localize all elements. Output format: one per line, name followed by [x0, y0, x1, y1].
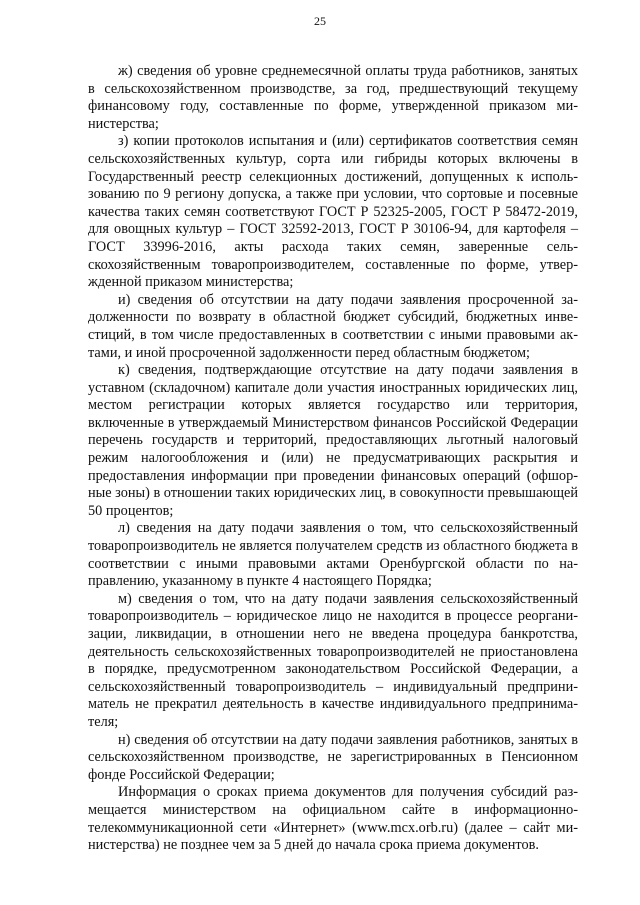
paragraph-k: к) сведения, подтверждающие отсутствие на дату подачи заявления в уставном (складочном) капитале доли участия иностранных юридических лиц, местом регистрации которых является государство или территория, включенные в утверждаемый Министерством финансов Российской Федерации перечень государств и территорий, предоставляющих льготный налоговый режим налогообложения и (или) не предусматривающих раскрытия и предоставления информации при проведении финансовых операций (офшорные зоны) в отношении таких юридических лиц, в совокупности превышающей 50 процентов; — [88, 362, 579, 519]
paragraph-m: м) сведения о том, что на дату подачи заявления сельскохозяйственный товаропроизводитель – юридическое лицо не находится в процессе реорганизации, ликвидации, в отношении него не введена процедура банкротства, деятельность сельскохозяйственных товаропроизводителей не приостановлена в порядке, предусмотренном законодательством Российской Федерации, а сельскохозяйственный товаропроизводитель – индивидуальный предприниматель не прекратил деятельность в качестве индивидуального предпринимателя; — [88, 590, 578, 730]
paragraph-info: Информация о сроках приема документов для получения субсидий размещается министерством на официальном сайте в информационно-телекоммуникационной сети «Интернет» (www.mcx.orb.ru) (далее – сайт министерства) не позднее чем за 5 дней до начала срока приема документов. — [88, 784, 578, 854]
paragraph-zh: ж) сведения об уровне среднемесячной оплаты труда работников, занятых в сельскохозяйственном производстве, за год, предшествующий текущему финансовому году, составленные по форме, утвержденной приказом министерства; — [88, 63, 578, 132]
paragraph-i: и) сведения об отсутствии на дату подачи заявления просроченной задолженности по возврату в областной бюджет субсидий, бюджетных инвестиций, в том числе предоставленных в соответствии с иными правовыми актами, и иной просроченной задолженности перед областным бюджетом; — [88, 291, 578, 361]
page-number: 25 — [314, 14, 326, 28]
paragraph-n: н) сведения об отсутствии на дату подачи заявления работников, занятых в сельскохозяйственном производстве, не зарегистрированных в Пенсионном фонде Российской Федерации; — [88, 731, 578, 783]
paragraph-l: л) сведения на дату подачи заявления о том, что сельскохозяйственный товаропроизводитель не является получателем средств из областного бюджета в соответствии с иными правовыми актами Оренбургской области по направлению, указанному в пункте 4 настоящего Порядка; — [88, 520, 578, 590]
paragraph-z: з) копии протоколов испытания и (или) сертификатов соответствия семян сельскохозяйственных культур, сорта или гибриды которых включены в Государственный реестр селекционных достижений, допущенных к использованию по 9 региону допуска, а также при условии, что сортовые и посевные качества таких семян соответствуют ГОСТ Р 52325-2005, ГОСТ Р 58472-2019, для овощных культур – ГОСТ 32592-2013, ГОСТ Р 30106-94, для картофеля – ГОСТ 33996-2016, акты расхода таких семян, заверенные сельскохозяйственным товаропроизводителем, составленные по форме, утвержденной приказом министерства; — [88, 133, 578, 291]
document-body — [88, 63, 578, 855]
